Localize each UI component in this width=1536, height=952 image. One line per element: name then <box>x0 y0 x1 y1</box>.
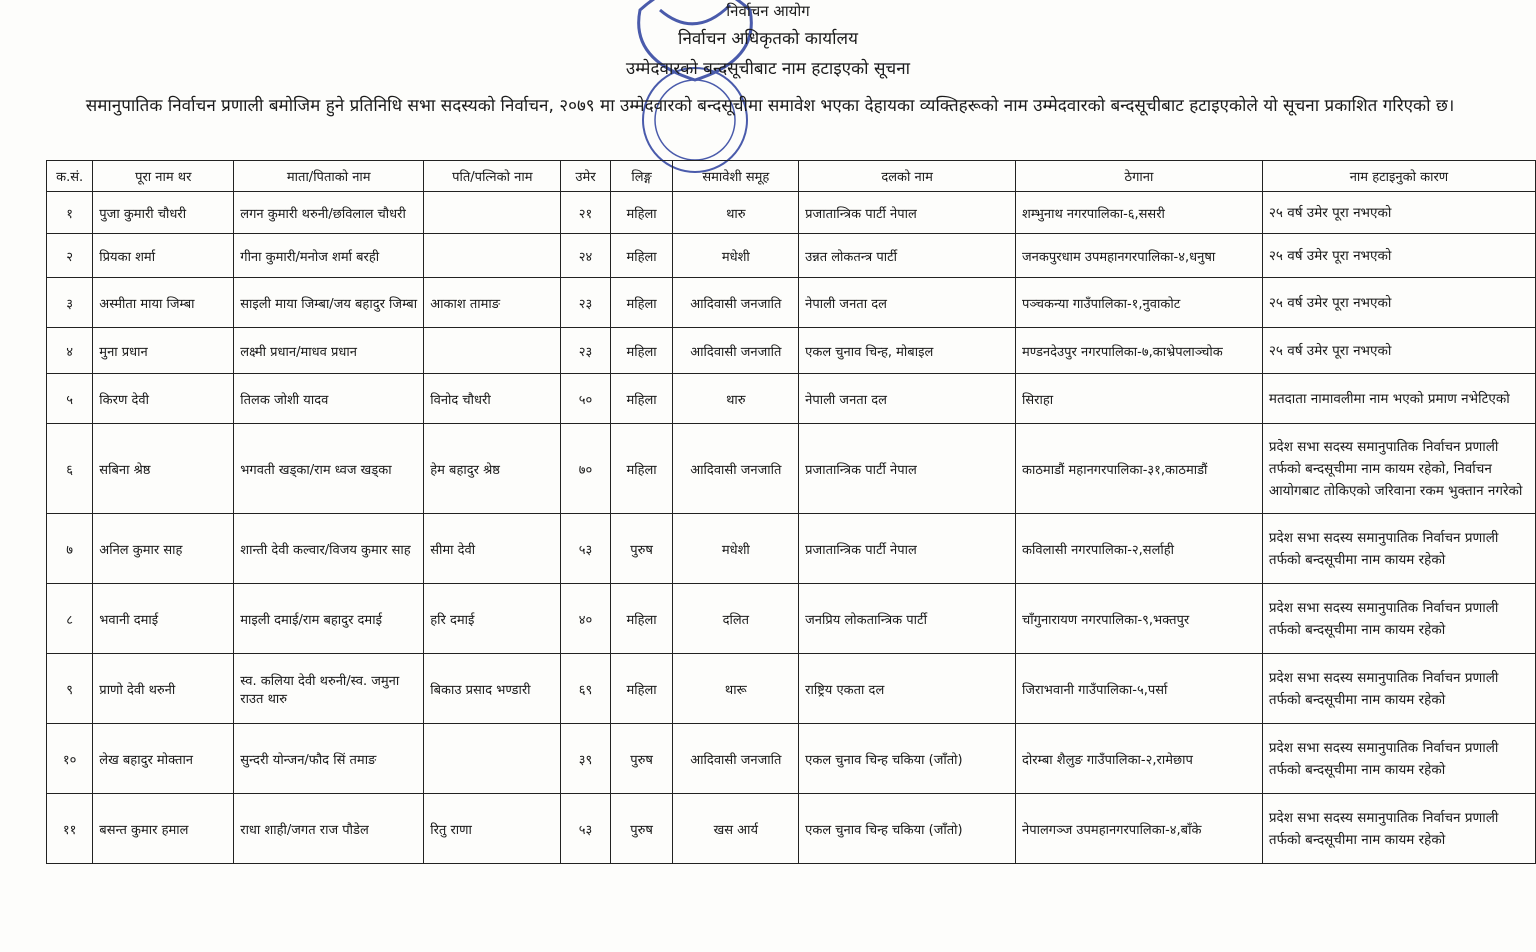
cell-parents-name: माइली दमाई/राम बहादुर दमाई <box>234 584 424 654</box>
cell-inclusive-group: थारु <box>673 374 799 424</box>
table-row <box>47 584 1536 654</box>
cell-removal-reason: २५ वर्ष उमेर पूरा नभएको <box>1262 234 1535 278</box>
cell-removal-reason: मतदाता नामावलीमा नाम भएको प्रमाण नभेटिएको <box>1262 374 1535 424</box>
cell-serial: ८ <box>47 584 93 654</box>
cell-full-name: लेख बहादुर मोक्तान <box>93 724 234 794</box>
cell-age: ७० <box>561 424 610 514</box>
column-header-inclusive-group: समावेशी समूह <box>673 161 799 192</box>
cell-spouse-name: रितु राणा <box>424 794 561 864</box>
cell-party-name: उन्नत लोकतन्त्र पार्टी <box>799 234 1016 278</box>
cell-parents-name: तिलक जोशी यादव <box>234 374 424 424</box>
cell-removal-reason: प्रदेश सभा सदस्य समानुपातिक निर्वाचन प्रणाली तर्फको बन्दसूचीमा नाम कायम रहेको, निर्वाचन आयोगबाट तोकिएको जरिवाना रकम भुक्तान नगरेको <box>1262 424 1535 514</box>
cell-spouse-name <box>424 724 561 794</box>
cell-spouse-name <box>424 192 561 234</box>
cell-party-name: प्रजातान्त्रिक पार्टी नेपाल <box>799 424 1016 514</box>
cell-parents-name: लक्ष्मी प्रधान/माधव प्रधान <box>234 328 424 374</box>
cell-address: काठमाडौं महानगरपालिका-३१,काठमाडौं <box>1016 424 1263 514</box>
cell-age: २४ <box>561 234 610 278</box>
cell-inclusive-group: आदिवासी जनजाति <box>673 278 799 328</box>
cell-party-name: राष्ट्रिय एकता दल <box>799 654 1016 724</box>
cell-age: २१ <box>561 192 610 234</box>
cell-full-name: अनिल कुमार साह <box>93 514 234 584</box>
cell-full-name: पुजा कुमारी चौधरी <box>93 192 234 234</box>
cell-age: २३ <box>561 328 610 374</box>
removed-candidates-table-wrap <box>46 160 1536 864</box>
table-row <box>47 794 1536 864</box>
cell-removal-reason: प्रदेश सभा सदस्य समानुपातिक निर्वाचन प्रणाली तर्फको बन्दसूचीमा नाम कायम रहेको <box>1262 724 1535 794</box>
cell-removal-reason: प्रदेश सभा सदस्य समानुपातिक निर्वाचन प्रणाली तर्फको बन्दसूचीमा नाम कायम रहेको <box>1262 514 1535 584</box>
cell-gender: महिला <box>610 192 673 234</box>
office-seal-stamp <box>620 0 770 180</box>
cell-address: दोरम्बा शैलुङ गाउँपालिका-२,रामेछाप <box>1016 724 1263 794</box>
cell-party-name: प्रजातान्त्रिक पार्टी नेपाल <box>799 514 1016 584</box>
cell-party-name: एकल चुनाव चिन्ह, मोबाइल <box>799 328 1016 374</box>
table-row <box>47 278 1536 328</box>
cell-party-name: नेपाली जनता दल <box>799 374 1016 424</box>
cell-full-name: प्रियका शर्मा <box>93 234 234 278</box>
cell-spouse-name: बिकाउ प्रसाद भण्डारी <box>424 654 561 724</box>
cell-age: ३९ <box>561 724 610 794</box>
cell-gender: पुरुष <box>610 724 673 794</box>
cell-gender: पुरुष <box>610 794 673 864</box>
cell-age: २३ <box>561 278 610 328</box>
cell-serial: १ <box>47 192 93 234</box>
column-header-spouse-name: पति/पत्निको नाम <box>424 161 561 192</box>
cell-inclusive-group: दलित <box>673 584 799 654</box>
table-header-row <box>47 161 1536 192</box>
cell-spouse-name <box>424 328 561 374</box>
cell-address: कविलासी नगरपालिका-२,सर्लाही <box>1016 514 1263 584</box>
cell-serial: ५ <box>47 374 93 424</box>
cell-serial: २ <box>47 234 93 278</box>
notice-paragraph: समानुपातिक निर्वाचन प्रणाली बमोजिम हुने प्रतिनिधि सभा सदस्यको निर्वाचन, २०७९ मा उम्मेदवारको बन्दसूचीमा समावेश भएका देहायका व्यक्तिहरूको नाम उम्मेदवारको बन्दसूचीबाट हटाइएकोले यो सूचना प्रकाशित गरिएको छ। <box>85 96 1455 116</box>
cell-spouse-name: हरि दमाई <box>424 584 561 654</box>
cell-inclusive-group: मधेशी <box>673 234 799 278</box>
table-row <box>47 328 1536 374</box>
table-row <box>47 724 1536 794</box>
cell-address: जनकपुरधाम उपमहानगरपालिका-४,धनुषा <box>1016 234 1263 278</box>
table-row <box>47 374 1536 424</box>
table-row <box>47 654 1536 724</box>
column-header-gender: लिङ्ग <box>610 161 673 192</box>
cell-removal-reason: २५ वर्ष उमेर पूरा नभएको <box>1262 328 1535 374</box>
cell-party-name: नेपाली जनता दल <box>799 278 1016 328</box>
cell-age: ५३ <box>561 514 610 584</box>
cell-address: मण्डनदेउपुर नगरपालिका-७,काभ्रेपलाञ्चोक <box>1016 328 1263 374</box>
cell-age: ४० <box>561 584 610 654</box>
cell-age: ५० <box>561 374 610 424</box>
cell-serial: ११ <box>47 794 93 864</box>
cell-parents-name: राधा शाही/जगत राज पौडेल <box>234 794 424 864</box>
cell-inclusive-group: आदिवासी जनजाति <box>673 724 799 794</box>
column-header-full-name: पूरा नाम थर <box>93 161 234 192</box>
cell-spouse-name <box>424 234 561 278</box>
commission-name: निर्वाचन आयोग <box>726 2 810 20</box>
cell-address: जिराभवानी गाउँपालिका-५,पर्सा <box>1016 654 1263 724</box>
cell-inclusive-group: खस आर्य <box>673 794 799 864</box>
cell-parents-name: साइली माया जिम्बा/जय बहादुर जिम्बा <box>234 278 424 328</box>
cell-party-name: एकल चुनाव चिन्ह चकिया (जाँतो) <box>799 794 1016 864</box>
cell-address: सिराहा <box>1016 374 1263 424</box>
cell-serial: ४ <box>47 328 93 374</box>
notice-title: उम्मेदवारको बन्दसूचीबाट नाम हटाइएको सूचना <box>625 59 911 79</box>
column-header-party-name: दलको नाम <box>799 161 1016 192</box>
cell-inclusive-group: आदिवासी जनजाति <box>673 328 799 374</box>
cell-spouse-name: सीमा देवी <box>424 514 561 584</box>
cell-full-name: मुना प्रधान <box>93 328 234 374</box>
cell-serial: ६ <box>47 424 93 514</box>
cell-age: ५३ <box>561 794 610 864</box>
cell-inclusive-group: थारु <box>673 192 799 234</box>
column-header-address: ठेगाना <box>1016 161 1263 192</box>
cell-gender: महिला <box>610 584 673 654</box>
cell-full-name: किरण देवी <box>93 374 234 424</box>
cell-parents-name: स्व. कलिया देवी थरुनी/स्व. जमुना राउत थारु <box>234 654 424 724</box>
table-row <box>47 514 1536 584</box>
cell-parents-name: सुन्दरी योन्जन/फौद सिं तमाङ <box>234 724 424 794</box>
cell-address: नेपालगञ्ज उपमहानगरपालिका-४,बाँके <box>1016 794 1263 864</box>
table-row <box>47 424 1536 514</box>
cell-serial: ९ <box>47 654 93 724</box>
cell-party-name: एकल चुनाव चिन्ह चकिया (जाँतो) <box>799 724 1016 794</box>
cell-spouse-name: हेम बहादुर श्रेष्ठ <box>424 424 561 514</box>
cell-full-name: सबिना श्रेष्ठ <box>93 424 234 514</box>
cell-serial: ७ <box>47 514 93 584</box>
cell-serial: १० <box>47 724 93 794</box>
cell-removal-reason: प्रदेश सभा सदस्य समानुपातिक निर्वाचन प्रणाली तर्फको बन्दसूचीमा नाम कायम रहेको <box>1262 794 1535 864</box>
cell-address: शम्भुनाथ नगरपालिका-६,ससरी <box>1016 192 1263 234</box>
cell-serial: ३ <box>47 278 93 328</box>
cell-parents-name: भगवती खड्का/राम ध्वज खड्का <box>234 424 424 514</box>
cell-gender: महिला <box>610 654 673 724</box>
cell-inclusive-group: आदिवासी जनजाति <box>673 424 799 514</box>
cell-party-name: प्रजातान्त्रिक पार्टी नेपाल <box>799 192 1016 234</box>
cell-full-name: भवानी दमाई <box>93 584 234 654</box>
column-header-serial: क.सं. <box>47 161 93 192</box>
cell-removal-reason: २५ वर्ष उमेर पूरा नभएको <box>1262 278 1535 328</box>
cell-gender: पुरुष <box>610 514 673 584</box>
cell-removal-reason: प्रदेश सभा सदस्य समानुपातिक निर्वाचन प्रणाली तर्फको बन्दसूचीमा नाम कायम रहेको <box>1262 654 1535 724</box>
column-header-parents-name: माता/पिताको नाम <box>234 161 424 192</box>
cell-gender: महिला <box>610 234 673 278</box>
table-row <box>47 234 1536 278</box>
cell-removal-reason: २५ वर्ष उमेर पूरा नभएको <box>1262 192 1535 234</box>
cell-gender: महिला <box>610 328 673 374</box>
cell-parents-name: शान्ती देवी कल्वार/विजय कुमार साह <box>234 514 424 584</box>
cell-parents-name: लगन कुमारी थरुनी/छविलाल चौधरी <box>234 192 424 234</box>
column-header-removal-reason: नाम हटाइनुको कारण <box>1262 161 1535 192</box>
cell-full-name: प्राणो देवी थरुनी <box>93 654 234 724</box>
cell-party-name: जनप्रिय लोकतान्त्रिक पार्टी <box>799 584 1016 654</box>
cell-inclusive-group: मधेशी <box>673 514 799 584</box>
cell-spouse-name: आकाश तामाङ <box>424 278 561 328</box>
cell-gender: महिला <box>610 424 673 514</box>
cell-inclusive-group: थारू <box>673 654 799 724</box>
cell-parents-name: गीना कुमारी/मनोज शर्मा बरही <box>234 234 424 278</box>
cell-removal-reason: प्रदेश सभा सदस्य समानुपातिक निर्वाचन प्रणाली तर्फको बन्दसूचीमा नाम कायम रहेको <box>1262 584 1535 654</box>
cell-full-name: बसन्त कुमार हमाल <box>93 794 234 864</box>
cell-spouse-name: विनोद चौधरी <box>424 374 561 424</box>
removed-candidates-table <box>46 160 1536 864</box>
column-header-age: उमेर <box>561 161 610 192</box>
cell-address: चाँगुनारायण नगरपालिका-९,भक्तपुर <box>1016 584 1263 654</box>
table-row <box>47 192 1536 234</box>
cell-gender: महिला <box>610 374 673 424</box>
cell-address: पञ्चकन्या गाउँपालिका-१,नुवाकोट <box>1016 278 1263 328</box>
cell-gender: महिला <box>610 278 673 328</box>
office-name: निर्वाचन अधिकृतको कार्यालय <box>678 29 858 49</box>
cell-full-name: अस्मीता माया जिम्बा <box>93 278 234 328</box>
cell-age: ६९ <box>561 654 610 724</box>
